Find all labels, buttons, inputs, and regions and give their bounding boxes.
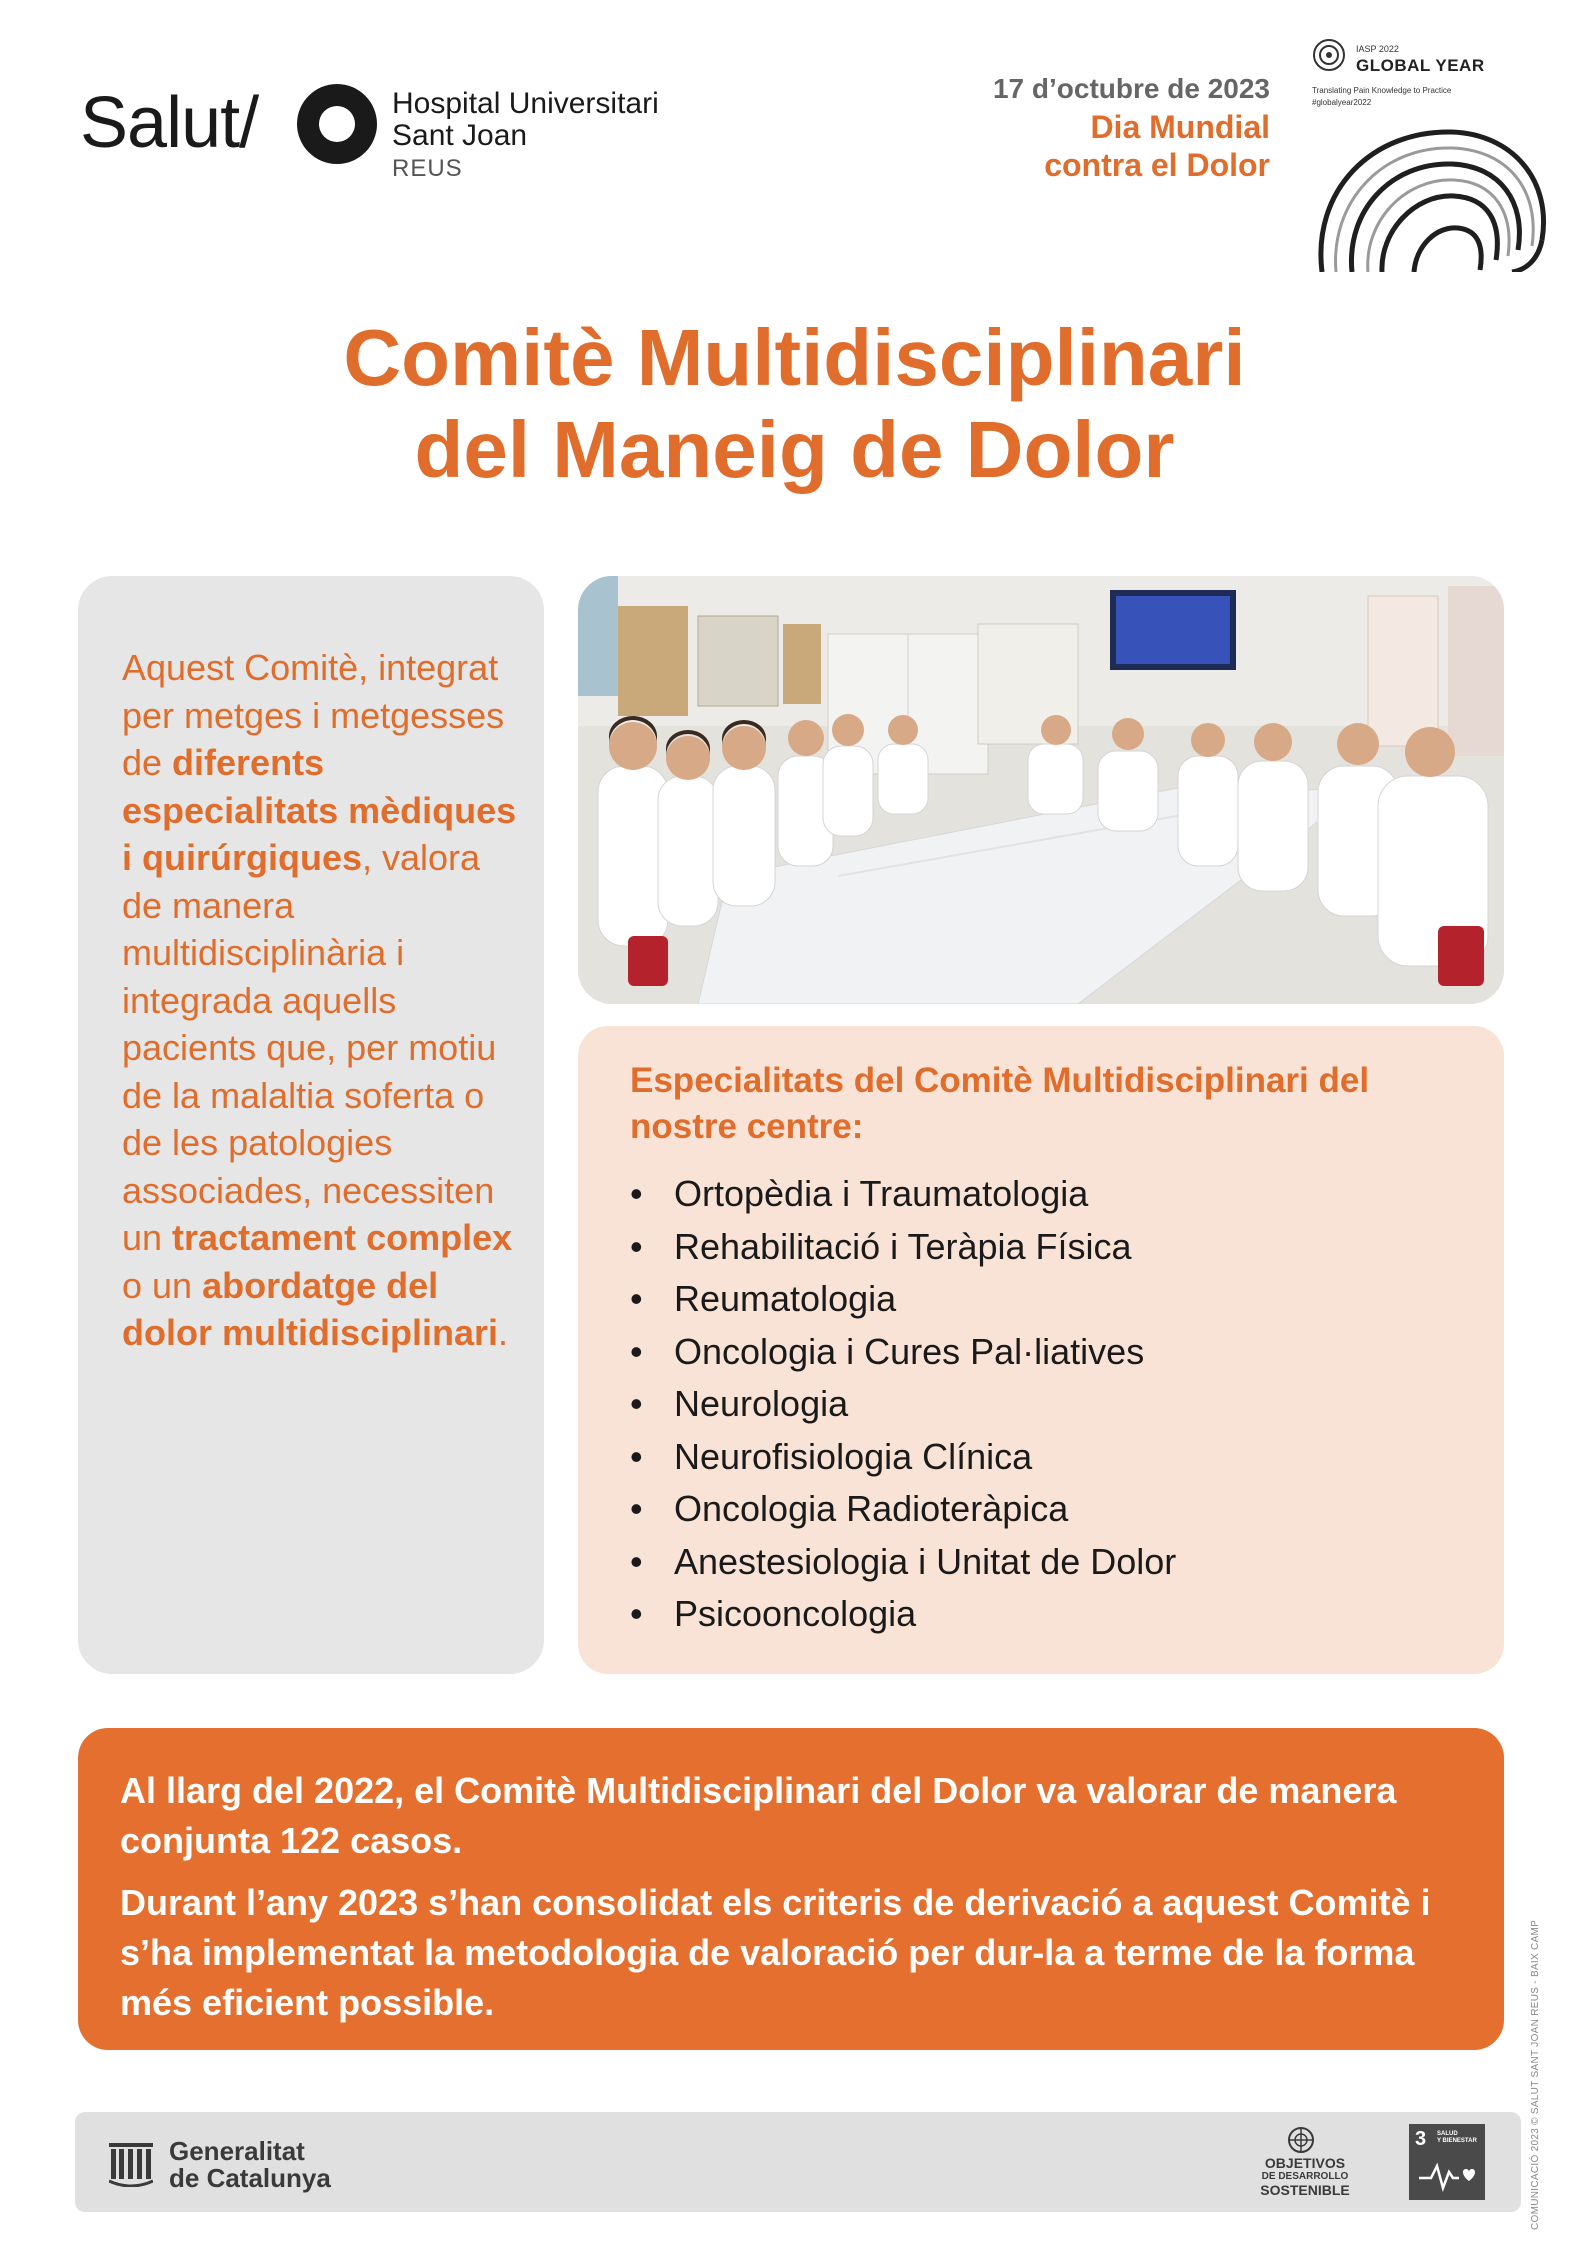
generalitat-name [169,2138,331,2192]
hospital-name-line2: Sant Joan [392,119,528,152]
event-name-line2: contra el Dolor [1044,147,1270,183]
event-name [1044,108,1270,184]
salut-logo [80,78,258,168]
specialty-item: • Rehabilitació i Teràpia Física [630,1221,1176,1274]
page-title-line1: Comitè Multidisciplinari [343,313,1246,402]
event-name-line1: Dia Mundial [1090,109,1270,145]
generalitat-emblem-icon [109,2139,153,2187]
committee-photo-illustration [578,576,1504,1004]
description-highlight-approach: abordatge del dolor multidisciplinari [122,1264,499,1353]
specialty-item: • Ortopèdia i Traumatologia [630,1168,1176,1221]
footer [75,2112,1521,2212]
specialty-item: • Neurologia [630,1378,1176,1431]
event-date: 17 d’octubre de 2023 [992,73,1270,104]
sdg-3-name [1437,2131,1477,2145]
description-highlight-treatment: tractament complex [172,1217,513,1258]
specialties-list [630,1168,1176,1641]
specialty-item: • Neurofisiologia Clínica [630,1431,1176,1484]
global-year-org: IASP 2022 [1356,44,1399,54]
description-text-part2: , valora de manera multidisciplinària i integrada aquells pacients que, per motiu de la malaltia soferta o de les patologies associades, necessiten un [122,837,497,1258]
specialty-item: • Psicooncologia [630,1588,1176,1641]
description-text-part1: Aquest Comitè, integrat per metges i metgesses de [122,647,505,783]
global-year-logo [1312,38,1572,273]
heartbeat-icon [1419,2158,1475,2192]
generalitat-name-line1: Generalitat [169,2136,305,2166]
sdg-label-line2: DE DESARROLLO [1261,2171,1349,2182]
iasp-globe-icon [1312,38,1346,72]
sdg-3-number: 3 [1415,2128,1427,2150]
global-year-tagline: Translating Pain Knowledge to Practice [1312,86,1452,95]
page-title [0,312,1589,496]
sdg-3-tile [1409,2124,1485,2200]
hospital-city: REUS [392,155,463,182]
specialty-item: • Anestesiologia i Unitat de Dolor [630,1536,1176,1589]
sdg-3-name-line2: Y BIENESTAR [1437,2138,1477,2144]
description-text-part3: o un [122,1264,203,1306]
description-highlight-specialties: diferents especialitats mèdiques i quirúrgiques [122,742,517,878]
page-title-line2: del Maneig de Dolor [414,405,1175,494]
stats-paragraph-2023: Durant l’any 2023 s’han consolidat els criteris de derivació a aquest Comitè i s’ha implementat la metodologia de valoració per dur-la a terme de la forma més eficient possible. [120,1882,1431,2023]
hospital-name [392,88,659,186]
generalitat-name-line2: de Catalunya [169,2163,331,2193]
specialties-heading: Especialitats del Comitè Multidisciplinari del nostre centre: [630,1061,1370,1146]
specialty-item: • Oncologia Radioteràpica [630,1483,1176,1536]
description-text-part4: . [498,1312,509,1353]
stats-paragraph-2022: Al llarg del 2022, el Comitè Multidisciplinari del Dolor va valorar de manera conjunta 122 casos. [120,1770,1397,1861]
stats-box [78,1728,1504,2050]
hospital-name-line1: Hospital Universitari [392,87,659,120]
sdg-label-line1: OBJETIVOS [1264,2155,1346,2171]
specialty-item: • Reumatologia [630,1273,1176,1326]
sdg-label [1250,2156,1360,2198]
global-year-title: GLOBAL YEAR [1356,56,1485,75]
sdg-label-line3: SOSTENIBLE [1260,2182,1350,2198]
hospital-logo-icon [297,84,377,164]
description-panel [78,576,544,1674]
global-year-swirl-icon [1312,110,1557,272]
specialties-panel [578,1026,1504,1674]
un-emblem-icon [1285,2124,1317,2156]
credit-text: COMUNICACIÓ 2023 © SALUT SANT JOAN REUS - BAIX CAMP [1530,1919,1541,2230]
committee-photo [578,576,1504,1004]
salut-wordmark: Salut/ [80,83,259,163]
description-text [122,644,522,1357]
global-year-hashtag: #globalyear2022 [1312,98,1372,107]
sdg-3-name-line1: SALUD [1437,2131,1458,2137]
specialty-item: • Oncologia i Cures Pal·liatives [630,1326,1176,1379]
